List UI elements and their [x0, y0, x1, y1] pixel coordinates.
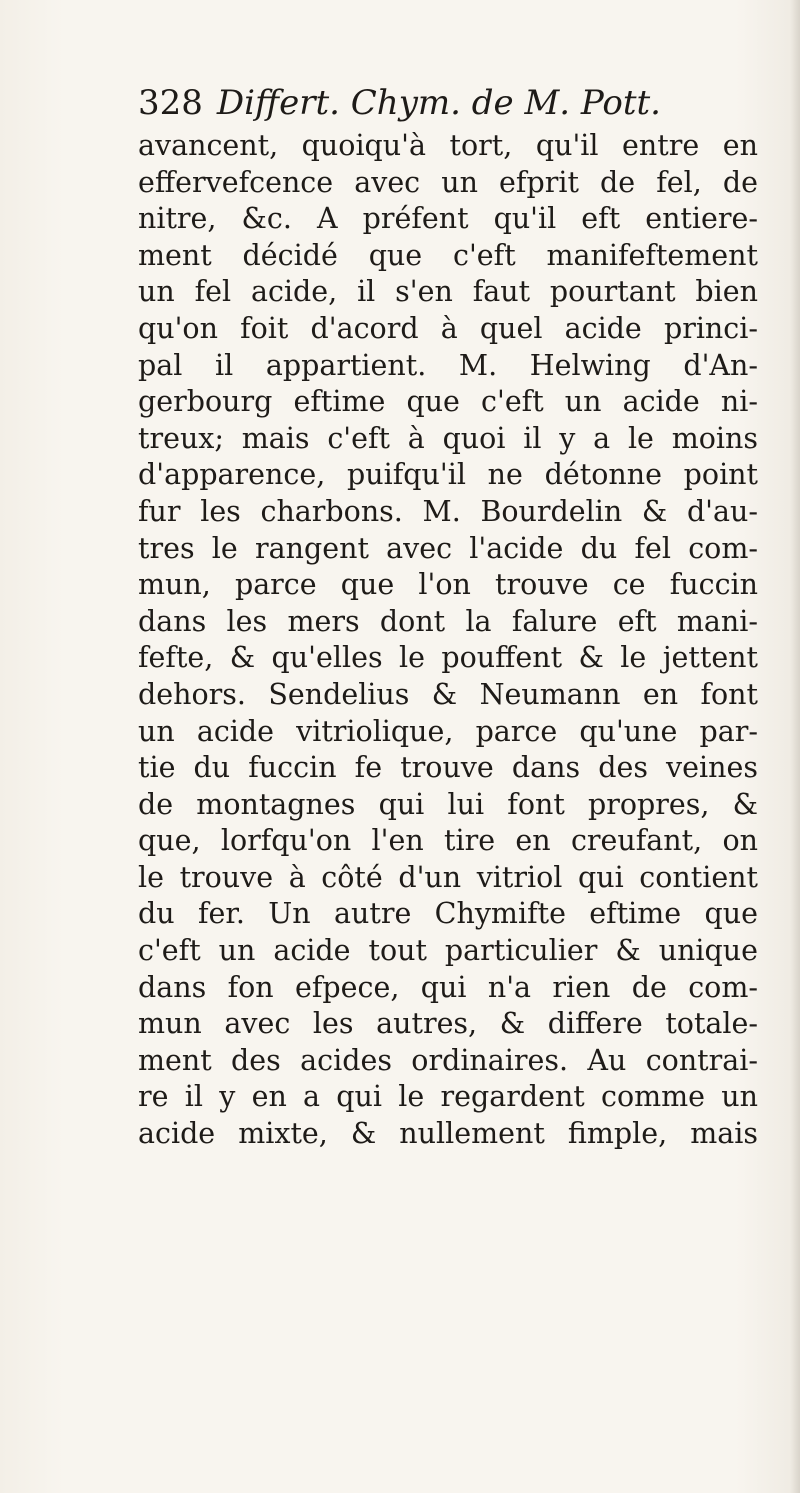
text-line: avancent, quoiqu'à tort, qu'il entre en: [138, 129, 758, 162]
text-line: tres le rangent avec l'acide du fel com-: [138, 531, 758, 565]
text-line: un fel acide, il s'en faut pourtant bien: [138, 275, 758, 309]
text-line: re il y en a qui le regardent comme un: [138, 1080, 758, 1114]
text-line: ment des acides ordinaires. Au contrai-: [138, 1043, 758, 1077]
text-line: fur les charbons. M. Bourdelin & d'au-: [138, 494, 758, 528]
text-line: un acide vitriolique, parce qu'une par-: [138, 714, 758, 748]
text-line: nitre, &c. A préfent qu'il eft entiere-: [138, 202, 758, 236]
text-line: pal il appartient. M. Helwing d'An-: [138, 348, 758, 382]
text-line: dans fon efpece, qui n'a rien de com-: [138, 970, 758, 1004]
text-line: gerbourg eftime que c'eft un acide ni-: [138, 385, 758, 419]
text-line: d'apparence, puifqu'il ne détonne point: [138, 458, 758, 492]
text-line: treux; mais c'eft à quoi il y a le moins: [138, 421, 758, 455]
text-line: mun, parce que l'on trouve ce fuccin: [138, 568, 758, 602]
body-text: [138, 128, 758, 1153]
text-line: effervefcence avec un efprit de fel, de: [138, 165, 758, 199]
text-line: qu'on foit d'acord à quel acide princi-: [138, 311, 758, 345]
text-line: ment décidé que c'eft manifeftement: [138, 238, 758, 272]
page-edge-shadow: [790, 0, 800, 1493]
text-line: de montagnes qui lui font propres, &: [138, 787, 758, 821]
text-line: fefte, & qu'elles le pouffent & le jettent: [138, 641, 758, 675]
text-line: le trouve à côté d'un vitriol qui contient: [138, 860, 758, 894]
text-line: du fer. Un autre Chymifte eftime que: [138, 897, 758, 931]
text-line: c'eft un acide tout particulier & unique: [138, 934, 758, 968]
text-line: acide mixte, & nullement fimple, mais: [138, 1117, 758, 1151]
text-line: dehors. Sendelius & Neumann en font: [138, 677, 758, 711]
running-header: [138, 78, 758, 128]
text-line: dans les mers dont la falure eft mani-: [138, 604, 758, 638]
text-line: tie du fuccin fe trouve dans des veines: [138, 751, 758, 785]
page-number: 328: [138, 83, 203, 123]
text-line: que, lorfqu'on l'en tire en creufant, on: [138, 824, 758, 858]
text-line: mun avec les autres, & differe totale-: [138, 1007, 758, 1041]
running-title: Differt. Chym. de M. Pott.: [216, 83, 661, 123]
